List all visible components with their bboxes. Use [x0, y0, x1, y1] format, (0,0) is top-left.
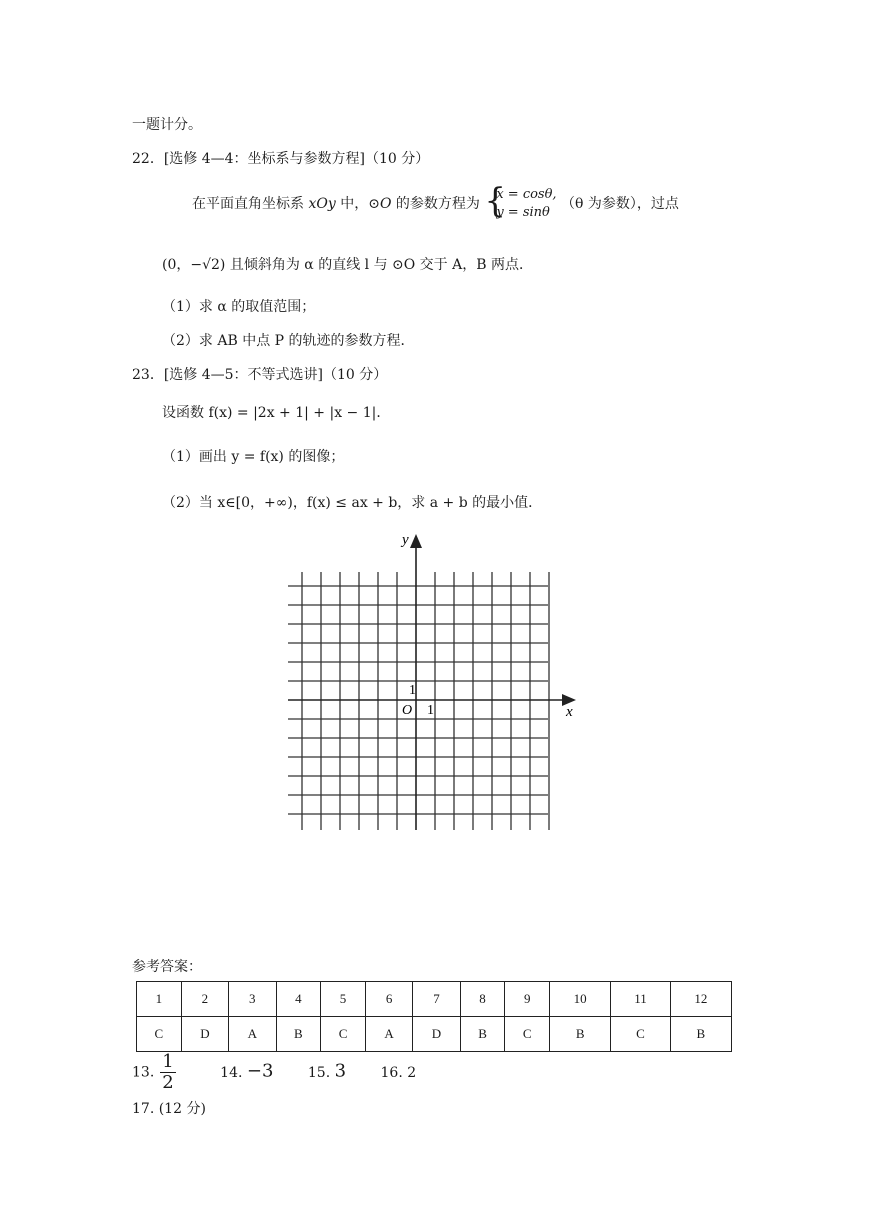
q23-heading: 23．[选修 4—5：不等式选讲]（10 分）: [132, 367, 388, 383]
q13-label: 13.: [132, 1064, 155, 1081]
answer-number-cell: 3: [229, 982, 276, 1017]
answer-number-cell: 12: [670, 982, 731, 1017]
continuation-text: 一题计分。: [132, 117, 202, 133]
answer-number-cell: 9: [505, 982, 550, 1017]
q13-numerator: 1: [162, 1051, 174, 1072]
answer-table: [136, 981, 732, 1052]
q22-mid2: 的参数方程为: [391, 196, 480, 212]
param-system: [484, 181, 557, 222]
answer-choice-row: [137, 1017, 732, 1052]
answer-number-cell: 8: [460, 982, 505, 1017]
q22-circle-name: O: [379, 196, 392, 212]
brace-icon: {: [484, 181, 506, 221]
grid-lines: [288, 572, 549, 830]
q14-label: 14.: [220, 1064, 243, 1081]
answer-choice-cell: C: [137, 1017, 182, 1052]
answer-number-row: [137, 982, 732, 1017]
q15-value: 3: [334, 1060, 347, 1082]
y-axis-label: y: [402, 532, 409, 548]
q13-fraction: [160, 1052, 175, 1093]
answer-number-cell: 7: [413, 982, 460, 1017]
q14-value: −3: [246, 1060, 274, 1082]
q22-mid: 中，⊙: [335, 196, 380, 212]
q23-part1: （1）画出 y = f(x) 的图像；: [162, 449, 345, 465]
answer-number-cell: 5: [321, 982, 366, 1017]
y-unit-label: 1: [409, 683, 416, 698]
answers-title: 参考答案：: [132, 959, 202, 975]
sys-line-1: x = cosθ,: [496, 187, 557, 202]
answer-number-cell: 6: [365, 982, 412, 1017]
q15-label: 15.: [307, 1064, 331, 1081]
q22-pre: 在平面直角坐标系: [192, 196, 309, 212]
q23-function: 设函数 f(x) = |2x + 1| + |x − 1|．: [162, 405, 391, 421]
answer-choice-cell: C: [505, 1017, 550, 1052]
q23-part2: （2）当 x∈[0，+∞)，f(x) ≤ ax + b，求 a + b 的最小值．: [162, 495, 543, 511]
coordinate-grid: [280, 530, 590, 836]
answer-choice-cell: A: [229, 1017, 276, 1052]
answer-choice-cell: C: [611, 1017, 670, 1052]
answer-number-cell: 10: [550, 982, 611, 1017]
q22-part1: （1）求 α 的取值范围；: [162, 299, 316, 315]
answer-choice-cell: B: [550, 1017, 611, 1052]
answer-number-cell: 4: [276, 982, 321, 1017]
q22-part2: （2）求 AB 中点 P 的轨迹的参数方程．: [162, 333, 415, 349]
answer-choice-cell: D: [413, 1017, 460, 1052]
q17-heading: 17. (12 分): [132, 1101, 206, 1117]
origin-label: O: [402, 703, 413, 718]
sys-line-2: y = sinθ: [496, 205, 550, 220]
q22-heading: 22．[选修 4—4：坐标系与参数方程]（10 分）: [132, 151, 430, 167]
answer-choice-cell: D: [181, 1017, 228, 1052]
answer-choice-cell: A: [365, 1017, 412, 1052]
answer-number-cell: 2: [181, 982, 228, 1017]
answer-number-cell: 1: [137, 982, 182, 1017]
q16-answer: 16. 2: [380, 1064, 417, 1081]
answer-choice-cell: B: [670, 1017, 731, 1052]
x-unit-label: 1: [427, 703, 434, 718]
answer-choice-cell: B: [276, 1017, 321, 1052]
fill-answers: [132, 1052, 416, 1093]
answer-choice-cell: C: [321, 1017, 366, 1052]
y-arrow-icon: [410, 534, 422, 548]
answer-choice-cell: B: [460, 1017, 505, 1052]
q22-post: （θ 为参数），过点: [561, 196, 679, 212]
answer-number-cell: 11: [611, 982, 670, 1017]
x-axis-label: x: [566, 704, 573, 720]
q13-denominator: 2: [162, 1072, 174, 1093]
q22-statement: [192, 181, 679, 222]
q22-line2: (0，−√2) 且倾斜角为 α 的直线 l 与 ⊙O 交于 A，B 两点．: [162, 257, 533, 273]
q22-var: xOy: [308, 196, 336, 212]
